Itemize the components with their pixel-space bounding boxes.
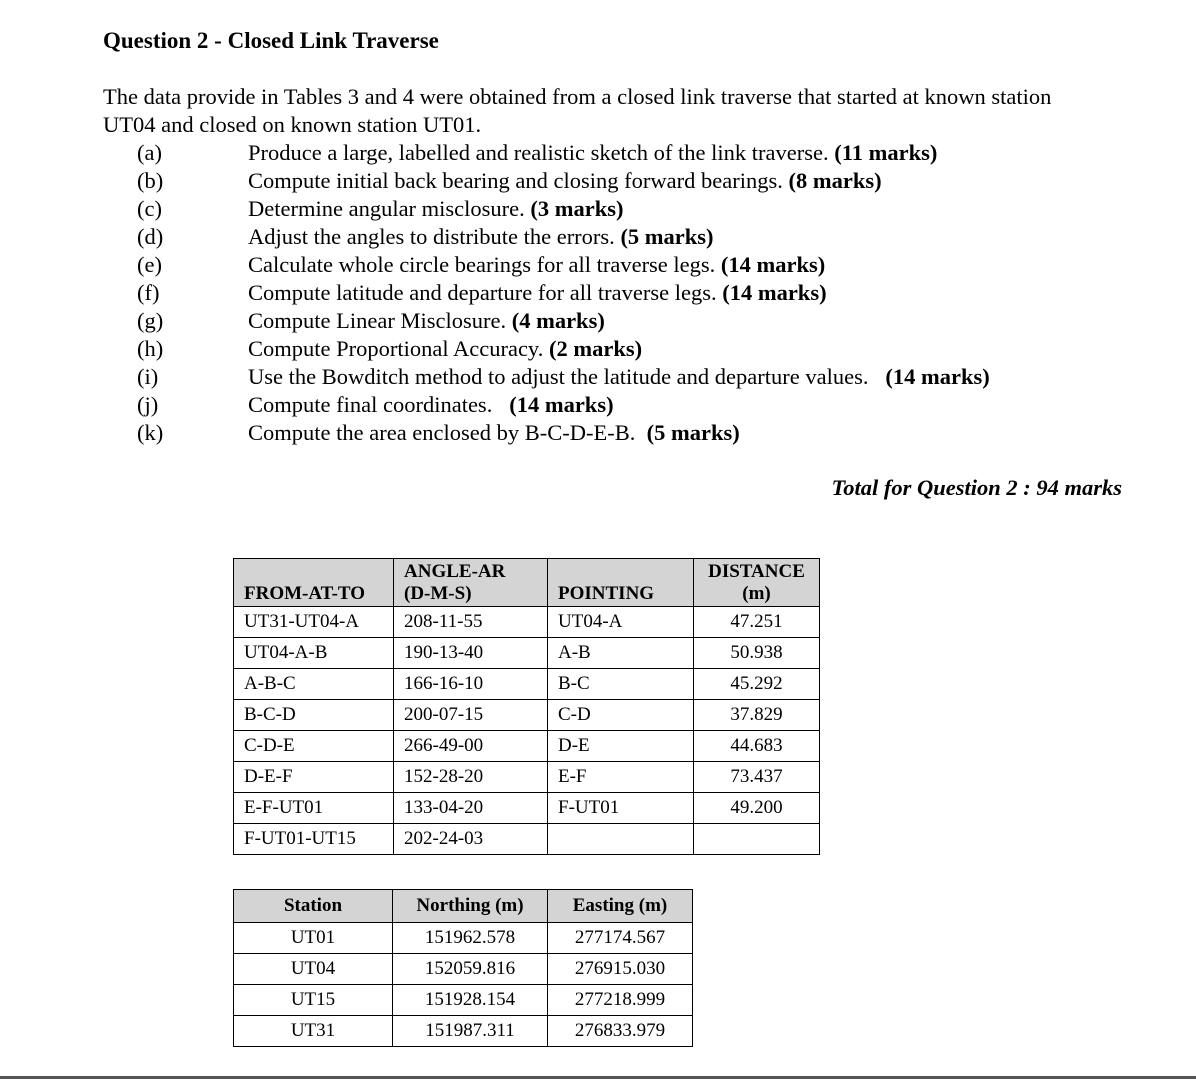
table-row [234, 923, 693, 954]
cell-pointing: A-B [548, 638, 694, 669]
task-text: Determine angular misclosure. [248, 196, 525, 221]
table-row [234, 1016, 693, 1047]
table-row [234, 731, 820, 762]
cell-distance: 47.251 [694, 607, 820, 638]
task-text: Calculate whole circle bearings for all traverse legs. [248, 252, 716, 277]
cell-angle: 202-24-03 [394, 824, 548, 855]
task-marks: (14 marks) [509, 392, 614, 417]
task-text: Compute the area enclosed by B-C-D-E-B. [248, 420, 636, 445]
task-marks: (11 marks) [834, 140, 938, 165]
task-item [0, 139, 1150, 167]
header-from-at-to: FROM-AT-TO [234, 559, 394, 607]
cell-from-at-to: F-UT01-UT15 [234, 824, 394, 855]
task-text: Compute initial back bearing and closing forward bearings. [248, 168, 783, 193]
task-letter: (i) [137, 364, 159, 389]
cell-pointing: F-UT01 [548, 793, 694, 824]
task-text: Produce a large, labelled and realistic sketch of the link traverse. [248, 140, 829, 165]
header-pointing: POINTING [548, 559, 694, 607]
task-item [0, 223, 1150, 251]
cell-station: UT01 [234, 923, 393, 954]
task-marks: (5 marks) [620, 224, 714, 249]
cell-distance: 44.683 [694, 731, 820, 762]
task-marks: (2 marks) [548, 336, 643, 361]
task-text: Adjust the angles to distribute the errors. [248, 224, 615, 249]
task-letter: (k) [137, 420, 164, 445]
table-row [234, 954, 693, 985]
header-angle [394, 559, 548, 607]
header-northing: Northing (m) [393, 890, 548, 923]
cell-angle: 190-13-40 [394, 638, 548, 669]
cell-pointing: UT04-A [548, 607, 694, 638]
task-letter: (h) [137, 336, 164, 361]
table-row [234, 985, 693, 1016]
table-row [234, 824, 820, 855]
cell-distance: 50.938 [694, 638, 820, 669]
cell-station: UT31 [234, 1016, 393, 1047]
header-distance-line2: (m) [742, 583, 771, 604]
task-item [0, 167, 1150, 195]
cell-angle: 266-49-00 [394, 731, 548, 762]
task-text: Compute latitude and departure for all traverse legs. [248, 280, 717, 305]
cell-station: UT04 [234, 954, 393, 985]
page-bottom-divider [0, 1076, 1196, 1079]
task-text: Compute Proportional Accuracy. [248, 336, 544, 361]
cell-northing: 152059.816 [393, 954, 548, 985]
task-marks: (14 marks) [720, 252, 826, 277]
cell-easting: 277174.567 [548, 923, 693, 954]
task-letter: (e) [137, 252, 162, 277]
cell-northing: 151987.311 [393, 1016, 548, 1047]
cell-distance: 37.829 [694, 700, 820, 731]
table-row [234, 607, 820, 638]
task-letter: (g) [137, 308, 164, 333]
header-distance [694, 559, 820, 607]
task-text: Compute Linear Misclosure. [248, 308, 507, 333]
intro-paragraph: The data provide in Tables 3 and 4 were obtained from a closed link traverse that started at known station UT04 and closed on known station UT01. [103, 84, 1052, 137]
cell-from-at-to: UT31-UT04-A [234, 607, 394, 638]
task-marks: (3 marks) [530, 196, 624, 221]
cell-angle: 200-07-15 [394, 700, 548, 731]
question-title: Question 2 - Closed Link Traverse [103, 28, 439, 53]
cell-from-at-to: D-E-F [234, 762, 394, 793]
cell-from-at-to: C-D-E [234, 731, 394, 762]
cell-from-at-to: E-F-UT01 [234, 793, 394, 824]
cell-easting: 276915.030 [548, 954, 693, 985]
task-item [0, 251, 1150, 279]
task-text: Compute final coordinates. [248, 392, 493, 417]
task-marks: (8 marks) [788, 168, 882, 193]
task-marks: (14 marks) [722, 280, 827, 305]
header-easting: Easting (m) [548, 890, 693, 923]
task-letter: (c) [137, 196, 162, 221]
header-distance-line1: DISTANCE [708, 561, 805, 582]
cell-pointing: E-F [548, 762, 694, 793]
cell-from-at-to: UT04-A-B [234, 638, 394, 669]
traverse-angles-table [233, 558, 820, 855]
task-item [0, 195, 1150, 223]
cell-easting: 277218.999 [548, 985, 693, 1016]
cell-from-at-to: B-C-D [234, 700, 394, 731]
cell-pointing: C-D [548, 700, 694, 731]
table-row [234, 762, 820, 793]
cell-pointing: D-E [548, 731, 694, 762]
cell-angle: 152-28-20 [394, 762, 548, 793]
task-marks: (14 marks) [885, 364, 990, 389]
cell-distance: 45.292 [694, 669, 820, 700]
cell-northing: 151928.154 [393, 985, 548, 1016]
task-item [0, 335, 1150, 363]
header-station: Station [234, 890, 393, 923]
header-angle-line1: ANGLE-AR [404, 561, 506, 582]
cell-angle: 208-11-55 [394, 607, 548, 638]
task-marks: (5 marks) [646, 420, 740, 445]
cell-pointing [548, 824, 694, 855]
cell-distance [694, 824, 820, 855]
task-letter: (f) [137, 280, 160, 305]
table-row [234, 638, 820, 669]
cell-northing: 151962.578 [393, 923, 548, 954]
cell-station: UT15 [234, 985, 393, 1016]
task-item [0, 419, 1150, 447]
cell-from-at-to: A-B-C [234, 669, 394, 700]
cell-angle: 133-04-20 [394, 793, 548, 824]
cell-distance: 49.200 [694, 793, 820, 824]
task-letter: (d) [137, 224, 164, 249]
cell-easting: 276833.979 [548, 1016, 693, 1047]
task-item [0, 307, 1150, 335]
task-marks: (4 marks) [511, 308, 605, 333]
cell-distance: 73.437 [694, 762, 820, 793]
task-letter: (j) [137, 392, 159, 417]
task-letter: (a) [137, 140, 162, 165]
table-header-row [234, 890, 693, 923]
header-angle-line2: (D-M-S) [404, 583, 472, 604]
total-marks: Total for Question 2 : 94 marks [831, 475, 1122, 500]
table-row [234, 793, 820, 824]
table-row [234, 700, 820, 731]
table-header-row [234, 559, 820, 607]
table-row [234, 669, 820, 700]
station-coordinates-table [233, 889, 693, 1047]
cell-angle: 166-16-10 [394, 669, 548, 700]
cell-pointing: B-C [548, 669, 694, 700]
task-item [0, 279, 1150, 307]
task-text: Use the Bowditch method to adjust the latitude and departure values. [248, 364, 869, 389]
task-item [0, 391, 1150, 419]
task-letter: (b) [137, 168, 164, 193]
task-item [0, 363, 1150, 391]
